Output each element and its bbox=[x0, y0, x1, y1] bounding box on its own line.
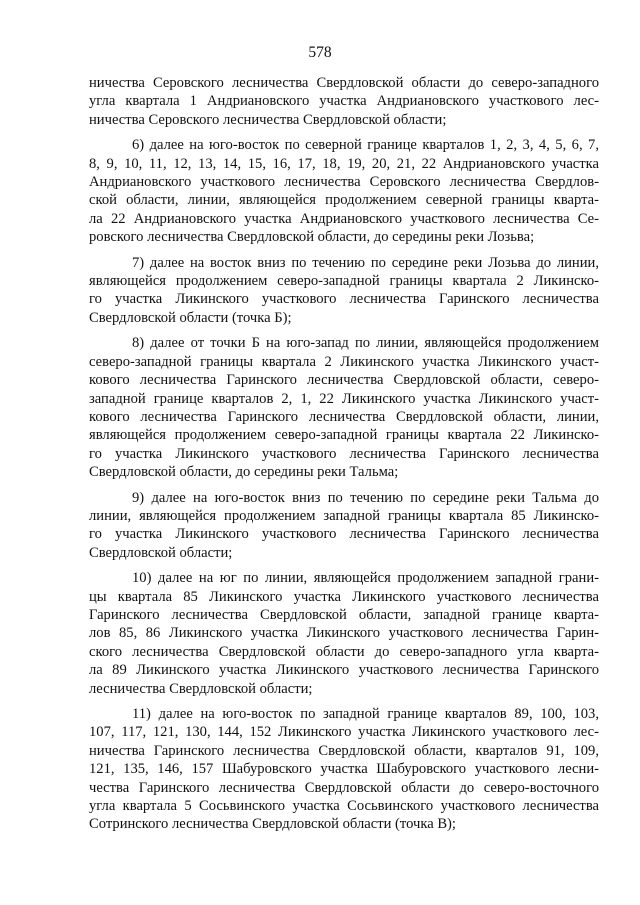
text-line: Свердловской области; bbox=[89, 544, 233, 561]
text-line: лесничества Свердловской области; bbox=[89, 680, 313, 697]
text-line: кового лесничества Гаринского лесничества Свердловской области, северо- bbox=[89, 372, 599, 389]
text-line: являющейся продолжением северо-западной границы квартала 2 Ликинско- bbox=[89, 273, 599, 290]
text-line: го участка Ликинского участкового лесничества Гаринского лесничества bbox=[89, 291, 599, 308]
text-line: ла 22 Андриановского участка Андриановского участкового лесничества Се- bbox=[89, 210, 599, 227]
text-line: ровского лесничества Свердловской области, до середины реки Лозьва; bbox=[89, 229, 535, 246]
text-line: 8) далее от точки Б на юго-запад по линии, являющейся продолжением bbox=[132, 335, 599, 352]
page-number: 578 bbox=[308, 44, 332, 61]
text-line: чества Гаринского лесничества Свердловской области до северо-восточного bbox=[89, 779, 599, 796]
paragraph-item-6 bbox=[89, 136, 599, 246]
paragraph-item-7 bbox=[89, 254, 599, 328]
text-line: Андриановского участкового лесничества Серовского лесничества Свердлов- bbox=[89, 174, 599, 191]
paragraph-item-8 bbox=[89, 334, 599, 481]
text-line: угла квартала 1 Андриановского участка Андриановского участкового лес- bbox=[89, 93, 599, 110]
text-line: 9) далее на юго-восток вниз по течению по середине реки Тальма до bbox=[132, 489, 599, 506]
text-line: ничества Гаринского лесничества Свердловской области, кварталов 91, 109, bbox=[89, 742, 599, 759]
text-line: 7) далее на восток вниз по течению по середине реки Лозьва до линии, bbox=[132, 254, 599, 271]
paragraph-item-9 bbox=[89, 489, 599, 563]
text-line: 6) далее на юго-восток по северной границе кварталов 1, 2, 3, 4, 5, 6, 7, bbox=[132, 137, 599, 154]
text-line: 107, 117, 121, 130, 144, 152 Ликинского участка Ликинского участкового лес- bbox=[89, 724, 599, 741]
text-line: линии, являющейся продолжением западной границы квартала 85 Ликинско- bbox=[89, 507, 599, 524]
text-line: 121, 135, 146, 157 Шабуровского участка Шабуровского участкового лесни- bbox=[89, 761, 599, 778]
paragraph-item-10 bbox=[89, 569, 599, 698]
text-line: ской области, линии, являющейся продолжением северной границы кварта- bbox=[89, 192, 599, 209]
text-line: ского лесничества Свердловской области до северо-западного угла кварта- bbox=[89, 643, 599, 660]
paragraph-item-11 bbox=[89, 705, 599, 834]
text-line: Гаринского лесничества Свердловской области, западной границе кварта- bbox=[89, 606, 599, 623]
document-body bbox=[89, 74, 599, 841]
text-line: цы квартала 85 Ликинского участка Ликинского участкового лесничества bbox=[89, 588, 599, 605]
text-line: лов 85, 86 Ликинского участка Ликинского участкового лесничества Гарин- bbox=[89, 625, 599, 642]
text-line: ничества Серовского лесничества Свердловской области; bbox=[89, 111, 447, 128]
text-line: го участка Ликинского участкового лесничества Гаринского лесничества bbox=[89, 445, 599, 462]
paragraph-continuation bbox=[89, 74, 599, 129]
text-line: угла квартала 5 Сосьвинского участка Сосьвинского участкового лесничества bbox=[89, 798, 599, 815]
text-line: западной границе кварталов 2, 1, 22 Ликинского участка Ликинского участ- bbox=[89, 390, 599, 407]
text-line: Свердловской области, до середины реки Тальма; bbox=[89, 464, 399, 481]
text-line: 11) далее на юго-восток по западной границе кварталов 89, 100, 103, bbox=[132, 706, 599, 722]
text-line: Сотринского лесничества Свердловской области (точка В); bbox=[89, 816, 456, 833]
text-line: 8, 9, 10, 11, 12, 13, 14, 15, 16, 17, 18, 19, 20, 21, 22 Андриановского участка bbox=[89, 155, 599, 172]
text-line: ничества Серовского лесничества Свердловской области до северо-западного bbox=[89, 75, 599, 91]
text-line: го участка Ликинского участкового лесничества Гаринского лесничества bbox=[89, 526, 599, 543]
text-line: 10) далее на юг по линии, являющейся продолжением западной грани- bbox=[132, 570, 599, 587]
text-line: северо-западной границы квартала 2 Ликинского участка Ликинского участ- bbox=[89, 353, 599, 370]
text-line: являющейся продолжением северо-западной границы квартала 22 Ликинско- bbox=[89, 427, 599, 444]
text-line: Свердловской области (точка Б); bbox=[89, 309, 292, 326]
text-line: ла 89 Ликинского участка Ликинского участкового лесничества Гаринского bbox=[89, 662, 599, 679]
text-line: кового лесничества Гаринского лесничества Свердловской области, линии, bbox=[89, 408, 599, 425]
